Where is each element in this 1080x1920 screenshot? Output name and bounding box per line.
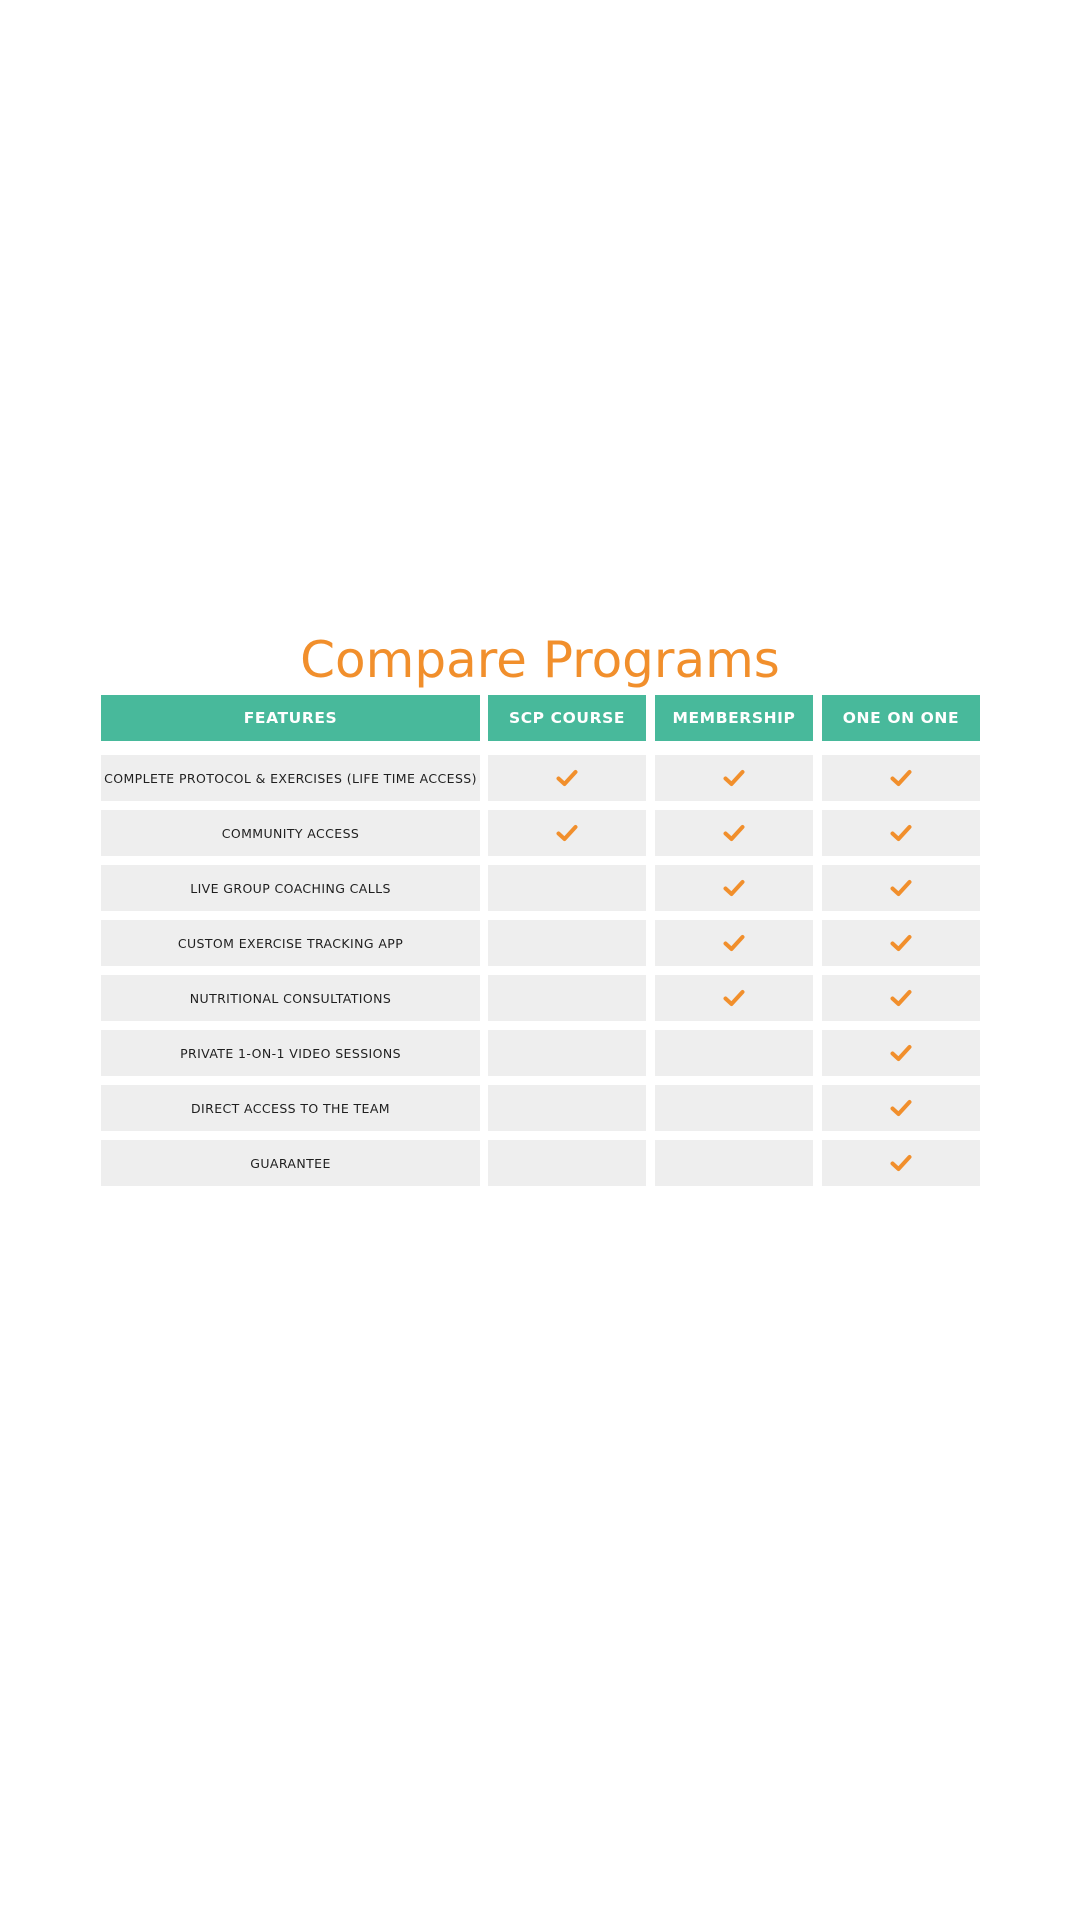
membership-cell bbox=[655, 810, 813, 856]
checkmark-icon bbox=[890, 769, 912, 787]
header-scp-course: SCP COURSE bbox=[488, 695, 646, 741]
one-on-one-cell bbox=[822, 865, 980, 911]
table-row bbox=[101, 865, 980, 911]
table-row bbox=[101, 920, 980, 966]
page-title: Compare Programs bbox=[300, 631, 780, 689]
feature-cell bbox=[101, 920, 480, 966]
checkmark-icon bbox=[723, 934, 745, 952]
checkmark-icon bbox=[556, 769, 578, 787]
scp-course-cell bbox=[488, 755, 646, 801]
checkmark-icon bbox=[890, 1099, 912, 1117]
one-on-one-cell bbox=[822, 755, 980, 801]
table-header-row bbox=[101, 695, 980, 741]
checkmark-icon bbox=[723, 769, 745, 787]
scp-course-cell bbox=[488, 975, 646, 1021]
feature-cell bbox=[101, 975, 480, 1021]
checkmark-icon bbox=[890, 1154, 912, 1172]
scp-course-cell bbox=[488, 1085, 646, 1131]
one-on-one-cell bbox=[822, 975, 980, 1021]
table-row bbox=[101, 810, 980, 856]
header-membership: MEMBERSHIP bbox=[655, 695, 813, 741]
header-features: FEATURES bbox=[101, 695, 480, 741]
table-row bbox=[101, 1140, 980, 1186]
checkmark-icon bbox=[723, 879, 745, 897]
feature-label: NUTRITIONAL CONSULTATIONS bbox=[189, 990, 392, 1006]
one-on-one-cell bbox=[822, 1140, 980, 1186]
table-row bbox=[101, 755, 980, 801]
comparison-table bbox=[101, 695, 980, 1195]
membership-cell bbox=[655, 755, 813, 801]
membership-cell bbox=[655, 1030, 813, 1076]
feature-cell bbox=[101, 755, 480, 801]
feature-label: COMMUNITY ACCESS bbox=[221, 825, 360, 841]
scp-course-cell bbox=[488, 920, 646, 966]
feature-label: CUSTOM EXERCISE TRACKING APP bbox=[177, 935, 404, 951]
feature-cell bbox=[101, 1085, 480, 1131]
membership-cell bbox=[655, 1140, 813, 1186]
feature-cell bbox=[101, 1140, 480, 1186]
feature-cell bbox=[101, 810, 480, 856]
table-row bbox=[101, 975, 980, 1021]
checkmark-icon bbox=[723, 824, 745, 842]
checkmark-icon bbox=[723, 989, 745, 1007]
feature-label: PRIVATE 1-ON-1 VIDEO SESSIONS bbox=[180, 1045, 401, 1061]
scp-course-cell bbox=[488, 865, 646, 911]
membership-cell bbox=[655, 975, 813, 1021]
feature-cell bbox=[101, 865, 480, 911]
checkmark-icon bbox=[890, 1044, 912, 1062]
feature-label: COMPLETE PROTOCOL & EXERCISES (LIFE TIME ACCESS) bbox=[104, 770, 477, 786]
scp-course-cell bbox=[488, 1030, 646, 1076]
membership-cell bbox=[655, 920, 813, 966]
scp-course-cell bbox=[488, 1140, 646, 1186]
one-on-one-cell bbox=[822, 1085, 980, 1131]
one-on-one-cell bbox=[822, 1030, 980, 1076]
table-row bbox=[101, 1030, 980, 1076]
checkmark-icon bbox=[890, 879, 912, 897]
table-body bbox=[101, 755, 980, 1186]
table-row bbox=[101, 1085, 980, 1131]
scp-course-cell bbox=[488, 810, 646, 856]
checkmark-icon bbox=[556, 824, 578, 842]
feature-cell bbox=[101, 1030, 480, 1076]
header-one-on-one: ONE ON ONE bbox=[822, 695, 980, 741]
membership-cell bbox=[655, 1085, 813, 1131]
one-on-one-cell bbox=[822, 810, 980, 856]
feature-label: GUARANTEE bbox=[250, 1155, 331, 1171]
checkmark-icon bbox=[890, 824, 912, 842]
checkmark-icon bbox=[890, 989, 912, 1007]
feature-label: DIRECT ACCESS TO THE TEAM bbox=[191, 1100, 390, 1116]
one-on-one-cell bbox=[822, 920, 980, 966]
checkmark-icon bbox=[890, 934, 912, 952]
feature-label: LIVE GROUP COACHING CALLS bbox=[190, 880, 391, 896]
membership-cell bbox=[655, 865, 813, 911]
